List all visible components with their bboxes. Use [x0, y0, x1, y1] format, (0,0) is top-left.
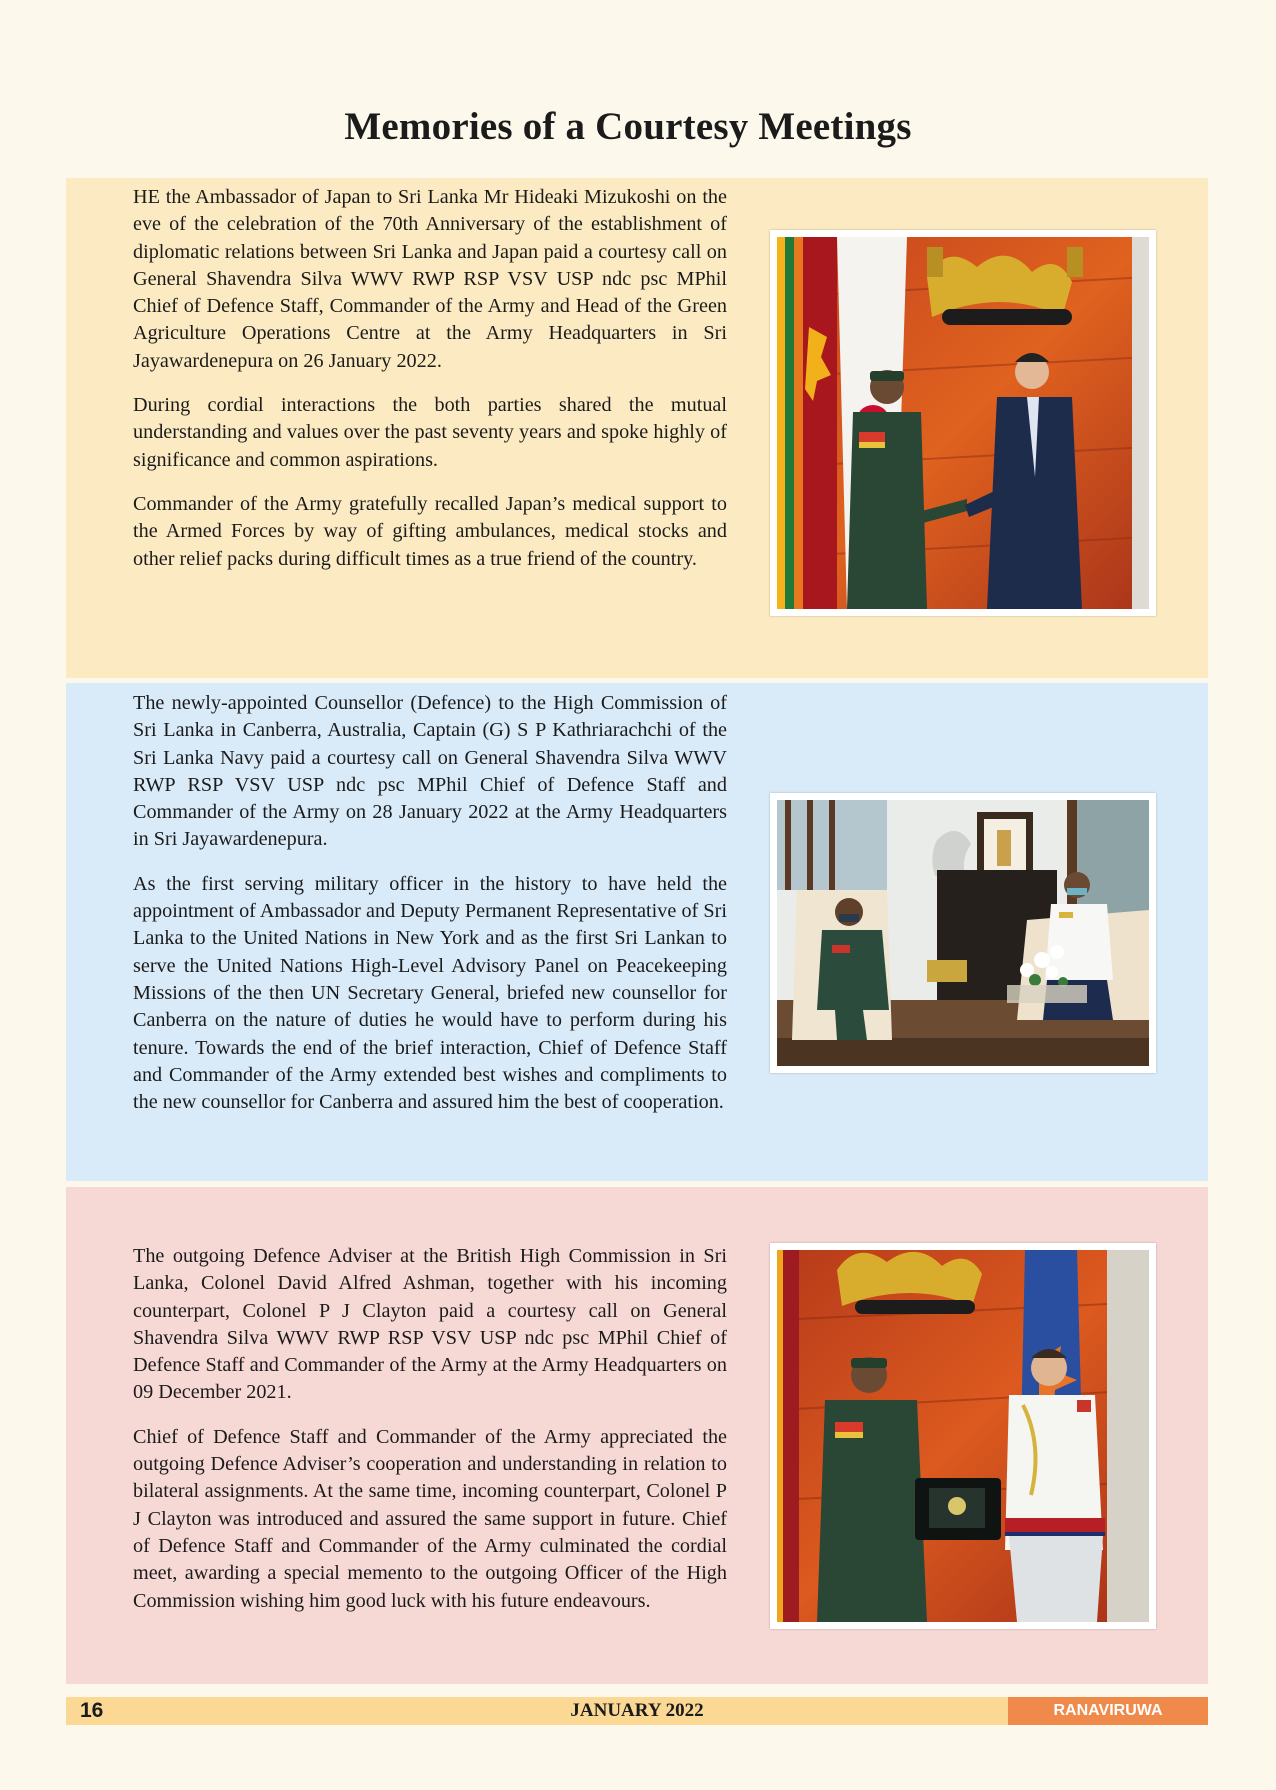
issue-date: JANUARY 2022 [570, 1700, 704, 1721]
article-text [133, 690, 727, 1133]
photo-frame [770, 230, 1156, 616]
article-text [133, 184, 727, 590]
page-title: Memories of a Courtesy Meetings [344, 105, 912, 148]
page-footer [66, 1697, 1208, 1725]
article-paragraph: Chief of Defence Staff and Commander of the Army appreciated the outgoing Defence Adviser’s cooperation and understanding in relation to bilateral assignments. At the same time, incoming counterpart, Colonel P J Clayton was introduced and assured the same support in future. Chief of Defence Staff and Commander of the Army culminated the cordial meet, awarding a special memento to the outgoing Officer of the High Commission wishing him good luck with his future endeavours. [133, 1425, 727, 1612]
page-number: 16 [80, 1699, 104, 1722]
meeting-photo [777, 800, 1149, 1066]
magazine-name: RANAVIRUWA [1008, 1697, 1208, 1725]
photo-frame [770, 1243, 1156, 1629]
article-text [133, 1243, 727, 1632]
article-paragraph: As the first serving military officer in the history to have held the appointment of Ambassador and Deputy Permanent Representative of Sri Lanka to the United Nations in New York and as the first Sri Lankan to serve the United Nations High-Level Advisory Panel on Peacekeeping Missions of the then UN Secretary General, briefed new counsellor for Canberra on the nature of duties he would have to perform during his tenure. Towards the end of the brief interaction, Chief of Defence Staff and Commander of the Army extended best wishes and compliments to the new counsellor for Canberra and assured him the best of cooperation. [133, 872, 727, 1114]
article-section-japan [66, 178, 1208, 678]
article-paragraph: During cordial interactions the both parties shared the mutual understanding and values over the past seventy years and spoke highly of significance and common aspirations. [133, 394, 727, 471]
article-section-britain [66, 1187, 1208, 1684]
article-paragraph: The outgoing Defence Adviser at the British High Commission in Sri Lanka, Colonel David Alfred Ashman, together with his incoming counterpart, Colonel P J Clayton paid a courtesy call on General Shavendra Silva WWV RWP RSP VSV USP ndc psc MPhil Chief of Defence Staff and Commander of the Army at the Army Headquarters on 09 December 2021. [133, 1245, 727, 1404]
article-paragraph: Commander of the Army gratefully recalled Japan’s medical support to the Armed Forces by way of gifting ambulances, medical stocks and other relief packs during difficult times as a true friend of the country. [133, 492, 727, 570]
meeting-photo [777, 1250, 1149, 1622]
article-paragraph: The newly-appointed Counsellor (Defence) to the High Commission of Sri Lanka in Canberra, Australia, Captain (G) S P Kathriarachchi of the Sri Lanka Navy paid a courtesy call on General Shavendra Silva WWV RWP RSP VSV USP ndc psc MPhil Chief of Defence Staff and Commander of the Army on 28 January 2022 at the Army Headquarters in Sri Jayawardenepura. [133, 692, 727, 851]
article-section-australia [66, 683, 1208, 1181]
photo-frame [770, 793, 1156, 1073]
article-paragraph: HE the Ambassador of Japan to Sri Lanka Mr Hideaki Mizukoshi on the eve of the celebration of the 70th Anniversary of the establishment of diplomatic relations between Sri Lanka and Japan paid a courtesy call on General Shavendra Silva WWV RWP RSP VSV USP ndc psc MPhil Chief of Defence Staff, Commander of the Army and Head of the Green Agriculture Operations Centre at the Army Headquarters in Sri Jayawardenepura on 26 January 2022. [133, 186, 727, 372]
meeting-photo [777, 237, 1149, 609]
